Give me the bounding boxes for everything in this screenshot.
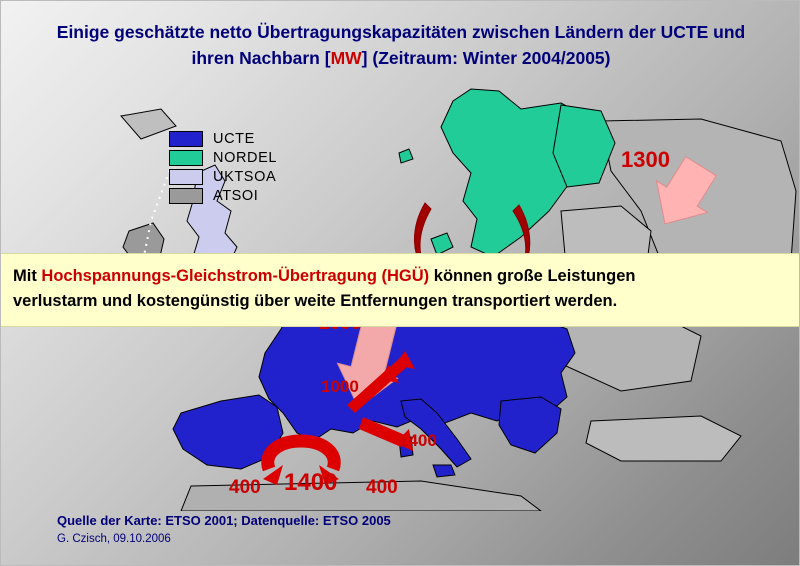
banner-text-line2: verlustarm und kostengünstig über weite Entfernungen transportiert werden. (13, 292, 618, 310)
title-line-1: Einige geschätzte netto Übertragungskapazitäten zwischen Ländern der UCTE und (56, 22, 746, 42)
flow-label-1400-italy: 1400 (399, 431, 437, 450)
title-line-2-b: ] (Zeitraum: Winter 2004/2005) (361, 48, 611, 68)
legend-item-uktsoa (169, 167, 329, 186)
author-credit: G. Czisch, 09.10.2006 (57, 533, 171, 545)
map-source: Quelle der Karte: ETSO 2001; Datenquelle: ETSO 2005 (57, 513, 391, 528)
legend-label-ucte: UCTE (213, 130, 255, 147)
flow-label-1000: 1000 (321, 377, 359, 396)
legend-swatch-nordel (169, 150, 203, 166)
flow-label-400-right: 400 (366, 477, 398, 498)
title-unit-mw: MW (330, 48, 362, 68)
legend (169, 129, 329, 205)
legend-item-nordel (169, 148, 329, 167)
legend-label-nordel: NORDEL (213, 149, 278, 166)
banner-text-highlight: Hochspannungs-Gleichstrom-Übertragung (HGÜ) (41, 267, 430, 285)
legend-swatch-uktsoa (169, 169, 203, 185)
legend-item-ucte (169, 129, 329, 148)
title-line-2-a: ihren Nachbarn [ (191, 48, 331, 68)
banner-text-part1: Mit (13, 267, 42, 285)
legend-label-atsoi: ATSOI (213, 187, 259, 204)
flow-label-400-left: 400 (229, 477, 261, 498)
banner-text-part2: können große Leistungen (429, 267, 636, 285)
legend-label-uktsoa: UKTSOA (213, 168, 277, 185)
flow-label-1300: 1300 (621, 147, 670, 172)
flow-label-1400-iberia: 1400 (284, 469, 338, 496)
legend-swatch-ucte (169, 131, 203, 147)
highlight-banner (1, 253, 800, 327)
legend-item-atsoi (169, 186, 329, 205)
legend-swatch-atsoi (169, 188, 203, 204)
